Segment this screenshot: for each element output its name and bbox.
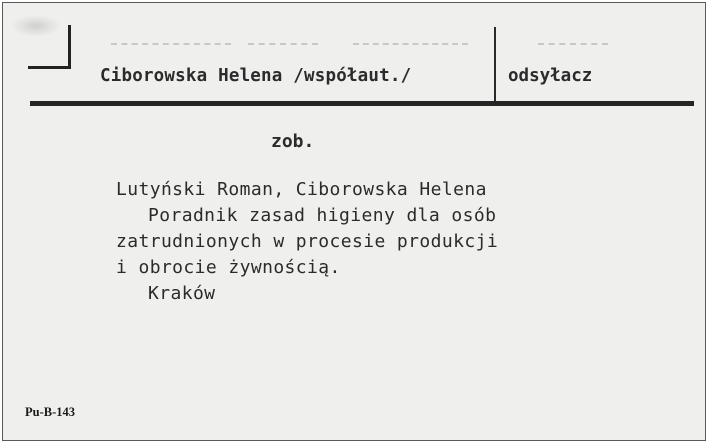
call-number: Pu-B-143 <box>25 405 75 419</box>
heading-divider <box>494 27 496 101</box>
catalog-card <box>2 2 706 441</box>
heading-card-type: odsyłacz <box>508 66 593 86</box>
entry-line-title-end: i obrocie żywnością. <box>116 257 341 278</box>
heading-name: Ciborowska Helena /współaut./ <box>100 66 412 86</box>
entry-line-place: Kraków <box>148 283 216 304</box>
entry-line-authors: Lutyński Roman, Ciborowska Helena <box>116 179 487 200</box>
entry-line-title: Poradnik zasad higieny dla osób <box>148 205 497 226</box>
see-reference: zob. <box>271 131 315 152</box>
faded-typed-text <box>353 43 468 47</box>
heading-rule <box>30 101 694 106</box>
faded-typed-text <box>248 43 318 47</box>
smudge-mark <box>11 15 61 37</box>
faded-typed-text <box>111 43 231 47</box>
corner-bracket-horizontal <box>28 66 71 69</box>
faded-typed-text <box>538 43 608 47</box>
entry-line-title-cont: zatrudnionych w procesie produkcji <box>116 231 499 252</box>
corner-bracket-vertical <box>68 25 71 69</box>
